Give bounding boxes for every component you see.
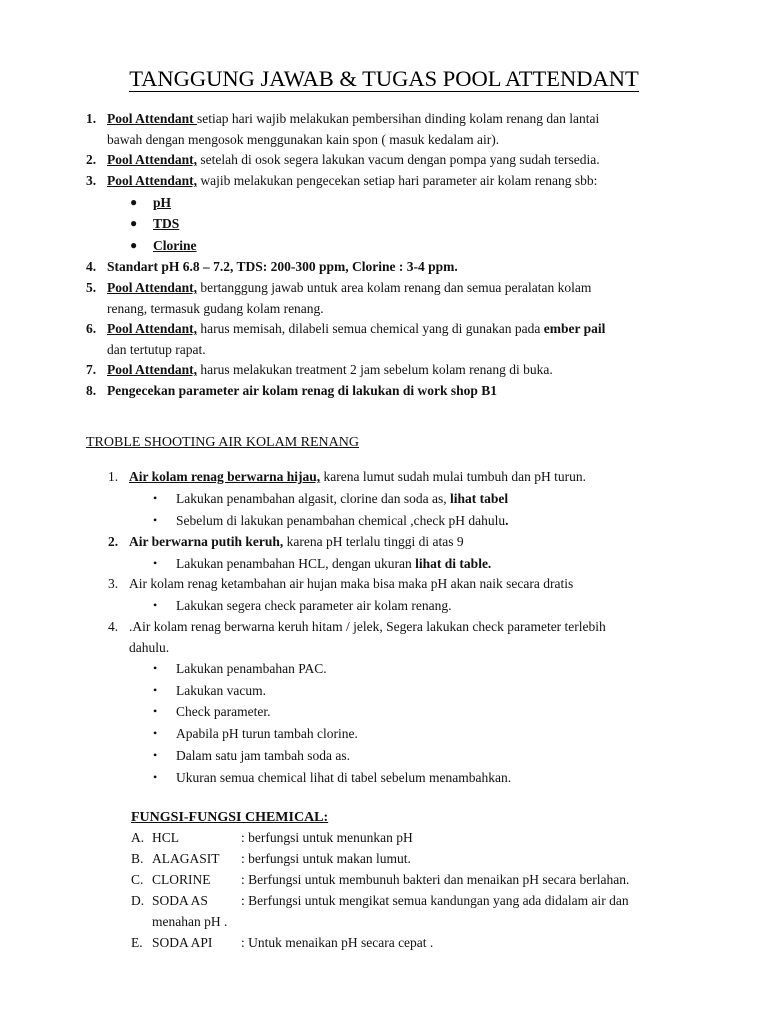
chemical-desc: : Berfungsi untuk mengikat semua kandungan yang ada didalam air dan bbox=[241, 893, 629, 908]
chemical-desc-wrap: menahan pH . bbox=[152, 914, 228, 929]
bullet-text bbox=[176, 488, 673, 509]
ts-lead: Air kolam renag berwarna hijau, bbox=[129, 469, 321, 484]
ts-number: 4. bbox=[108, 619, 119, 634]
chemical-name: SODA AS bbox=[152, 893, 208, 908]
ts4-bullet-1 bbox=[153, 658, 673, 679]
duty-number: 7. bbox=[86, 362, 97, 377]
bullet-text bbox=[176, 510, 673, 531]
troubleshooting-item-2 bbox=[108, 531, 708, 552]
bullet-icon: • bbox=[153, 770, 158, 784]
bullet-icon: ● bbox=[130, 238, 138, 252]
chemical-name: HCL bbox=[152, 830, 179, 845]
bullet-text: Check parameter. bbox=[176, 704, 271, 719]
ts-rest: karena pH terlalu tinggi di atas 9 bbox=[283, 534, 464, 549]
duty-line2: renang, termasuk gudang kolam renang. bbox=[107, 301, 324, 316]
ts4-bullet-6 bbox=[153, 767, 673, 788]
duty-item-1 bbox=[86, 108, 686, 150]
chemical-desc: : berfungsi untuk menunkan pH bbox=[241, 830, 413, 845]
duty-rest: wajib melakukan pengecekan setiap hari parameter air kolam renang sbb: bbox=[197, 173, 598, 188]
ts3-bullet-1 bbox=[153, 595, 673, 616]
bullet-icon: • bbox=[153, 748, 158, 762]
bullet-icon: ● bbox=[130, 216, 138, 230]
chemicals-heading: FUNGSI-FUNGSI CHEMICAL: bbox=[131, 810, 329, 825]
bullet-icon: ● bbox=[130, 195, 138, 209]
bullet-text: Apabila pH turun tambah clorine. bbox=[176, 726, 358, 741]
duty-number: 3. bbox=[86, 173, 97, 188]
chemical-desc: : Untuk menaikan pH secara cepat . bbox=[241, 935, 434, 950]
ts2-bullet-1 bbox=[153, 553, 673, 574]
bullet-icon: • bbox=[153, 726, 158, 740]
ts-lead: Air berwarna putih keruh, bbox=[129, 534, 284, 549]
duty-item-4 bbox=[86, 256, 686, 277]
chemical-letter: E. bbox=[131, 935, 143, 950]
troubleshooting-item-4 bbox=[108, 616, 708, 658]
duty-text bbox=[107, 108, 686, 150]
duty-rest: harus melakukan treatment 2 jam sebelum kolam renang di buka. bbox=[197, 362, 553, 377]
ts-text bbox=[129, 466, 708, 487]
parameter-label: Clorine bbox=[153, 238, 197, 253]
ts-line1: .Air kolam renag berwarna keruh hitam / jelek, Segera lakukan check parameter terlebih bbox=[129, 619, 606, 634]
duty-lead: Pool Attendant, bbox=[107, 321, 198, 336]
duty-text bbox=[107, 149, 686, 170]
duty-item-2 bbox=[86, 149, 686, 170]
parameter-label: TDS bbox=[153, 216, 180, 231]
duty-text bbox=[107, 359, 686, 380]
ts-line2: dahulu. bbox=[129, 640, 170, 655]
chemical-desc: : Berfungsi untuk membunuh bakteri dan menaikan pH secara berlahan. bbox=[241, 872, 630, 887]
ts-rest: karena lumut sudah mulai tumbuh dan pH turun. bbox=[320, 469, 586, 484]
bullet-icon: • bbox=[153, 598, 158, 612]
duty-line1: bertanggung jawab untuk area kolam renang dan semua peralatan kolam bbox=[197, 280, 592, 295]
bullet-text-plain: Sebelum di lakukan penambahan chemical ,check pH dahulu bbox=[176, 513, 506, 528]
chemical-row-soda-api bbox=[131, 932, 691, 953]
document-title bbox=[0, 64, 768, 94]
bullet-text-bold: lihat tabel bbox=[450, 491, 509, 506]
duty-text bbox=[107, 170, 686, 191]
bullet-text: Lakukan segera check parameter air kolam renang. bbox=[176, 598, 452, 613]
bullet-icon: • bbox=[153, 556, 158, 570]
bullet-text: Dalam satu jam tambah soda as. bbox=[176, 748, 350, 763]
ts-number: 2. bbox=[108, 534, 119, 549]
duty-emphasis: ember pail bbox=[543, 321, 606, 336]
bullet-text-bold: . bbox=[505, 513, 509, 528]
duty-text bbox=[107, 277, 686, 319]
chemical-letter: A. bbox=[131, 830, 145, 845]
duty-line2: dan tertutup rapat. bbox=[107, 342, 206, 357]
document-title-text: TANGGUNG JAWAB & TUGAS POOL ATTENDANT bbox=[129, 66, 639, 91]
parameter-label: pH bbox=[153, 195, 172, 210]
ts-number: 1. bbox=[108, 469, 119, 484]
duty-number: 4. bbox=[86, 259, 97, 274]
chemical-letter: C. bbox=[131, 872, 144, 887]
bullet-text-plain: Lakukan penambahan HCL, dengan ukuran bbox=[176, 556, 416, 571]
duty-item-3 bbox=[86, 170, 686, 191]
bullet-text bbox=[176, 553, 673, 574]
duty-item-8 bbox=[86, 380, 686, 401]
bullet-text-plain: Lakukan penambahan algasit, clorine dan soda as, bbox=[176, 491, 451, 506]
duty-item-7 bbox=[86, 359, 686, 380]
ts-text bbox=[129, 531, 708, 552]
duty-lead: Pool Attendant, bbox=[107, 152, 198, 167]
troubleshooting-heading: TROBLE SHOOTING AIR KOLAM RENANG bbox=[86, 435, 359, 450]
bullet-text-bold: lihat di table. bbox=[415, 556, 492, 571]
parameter-bullet-tds bbox=[130, 213, 650, 234]
bullet-icon: • bbox=[153, 661, 158, 675]
ts1-bullet-2 bbox=[153, 510, 673, 531]
duty-rest: setelah di osok segera lakukan vacum dengan pompa yang sudah tersedia. bbox=[197, 152, 600, 167]
bullet-text: Lakukan penambahan PAC. bbox=[176, 661, 327, 676]
chemical-letter: B. bbox=[131, 851, 144, 866]
duty-line2: bawah dengan mengosok menggunakan kain spon ( masuk kedalam air). bbox=[107, 132, 500, 147]
bullet-icon: • bbox=[153, 704, 158, 718]
duty-item-6 bbox=[86, 318, 686, 360]
chemical-name: SODA API bbox=[152, 935, 213, 950]
duty-lead: Pool Attendant, bbox=[107, 362, 198, 377]
chemical-row-hcl bbox=[131, 827, 691, 848]
duty-text bbox=[107, 318, 686, 360]
duty-lead: Pool Attendant bbox=[107, 111, 198, 126]
duty-number: 5. bbox=[86, 280, 97, 295]
parameter-bullet-ph bbox=[130, 192, 650, 213]
ts1-bullet-1 bbox=[153, 488, 673, 509]
bullet-icon: • bbox=[153, 491, 158, 505]
duty-line1: setiap hari wajib melakukan pembersihan dinding kolam renang dan lantai bbox=[197, 111, 600, 126]
duty-text: Pengecekan parameter air kolam renag di lakukan di work shop B1 bbox=[107, 383, 498, 398]
duty-text: Standart pH 6.8 – 7.2, TDS: 200-300 ppm, Clorine : 3-4 ppm. bbox=[107, 259, 458, 274]
ts4-bullet-2 bbox=[153, 680, 673, 701]
ts-text: Air kolam renag ketambahan air hujan maka bisa maka pH akan naik secara dratis bbox=[129, 576, 574, 591]
ts-number: 3. bbox=[108, 576, 119, 591]
ts4-bullet-4 bbox=[153, 723, 673, 744]
duty-item-5 bbox=[86, 277, 686, 319]
ts4-bullet-5 bbox=[153, 745, 673, 766]
bullet-text: Ukuran semua chemical lihat di tabel sebelum menambahkan. bbox=[176, 770, 512, 785]
troubleshooting-item-3 bbox=[108, 573, 708, 594]
duty-number: 2. bbox=[86, 152, 97, 167]
chemical-row-alagasit bbox=[131, 848, 691, 869]
troubleshooting-item-1 bbox=[108, 466, 708, 487]
duty-number: 6. bbox=[86, 321, 97, 336]
duty-lead: Pool Attendant, bbox=[107, 280, 198, 295]
duty-line1: harus memisah, dilabeli semua chemical yang di gunakan pada bbox=[197, 321, 544, 336]
chemical-name: CLORINE bbox=[152, 872, 211, 887]
duty-number: 1. bbox=[86, 111, 97, 126]
duty-lead: Pool Attendant, bbox=[107, 173, 198, 188]
bullet-text: Lakukan vacum. bbox=[176, 683, 266, 698]
chemical-row-clorine bbox=[131, 869, 691, 890]
parameter-bullet-clorine bbox=[130, 235, 650, 256]
chemical-desc: : berfungsi untuk makan lumut. bbox=[241, 851, 411, 866]
chemical-letter: D. bbox=[131, 893, 145, 908]
ts4-bullet-3 bbox=[153, 701, 673, 722]
chemical-name: ALAGASIT bbox=[152, 851, 220, 866]
bullet-icon: • bbox=[153, 683, 158, 697]
chemical-row-soda-as bbox=[131, 890, 691, 932]
bullet-icon: • bbox=[153, 513, 158, 527]
ts-text bbox=[129, 616, 708, 658]
duty-number: 8. bbox=[86, 383, 97, 398]
